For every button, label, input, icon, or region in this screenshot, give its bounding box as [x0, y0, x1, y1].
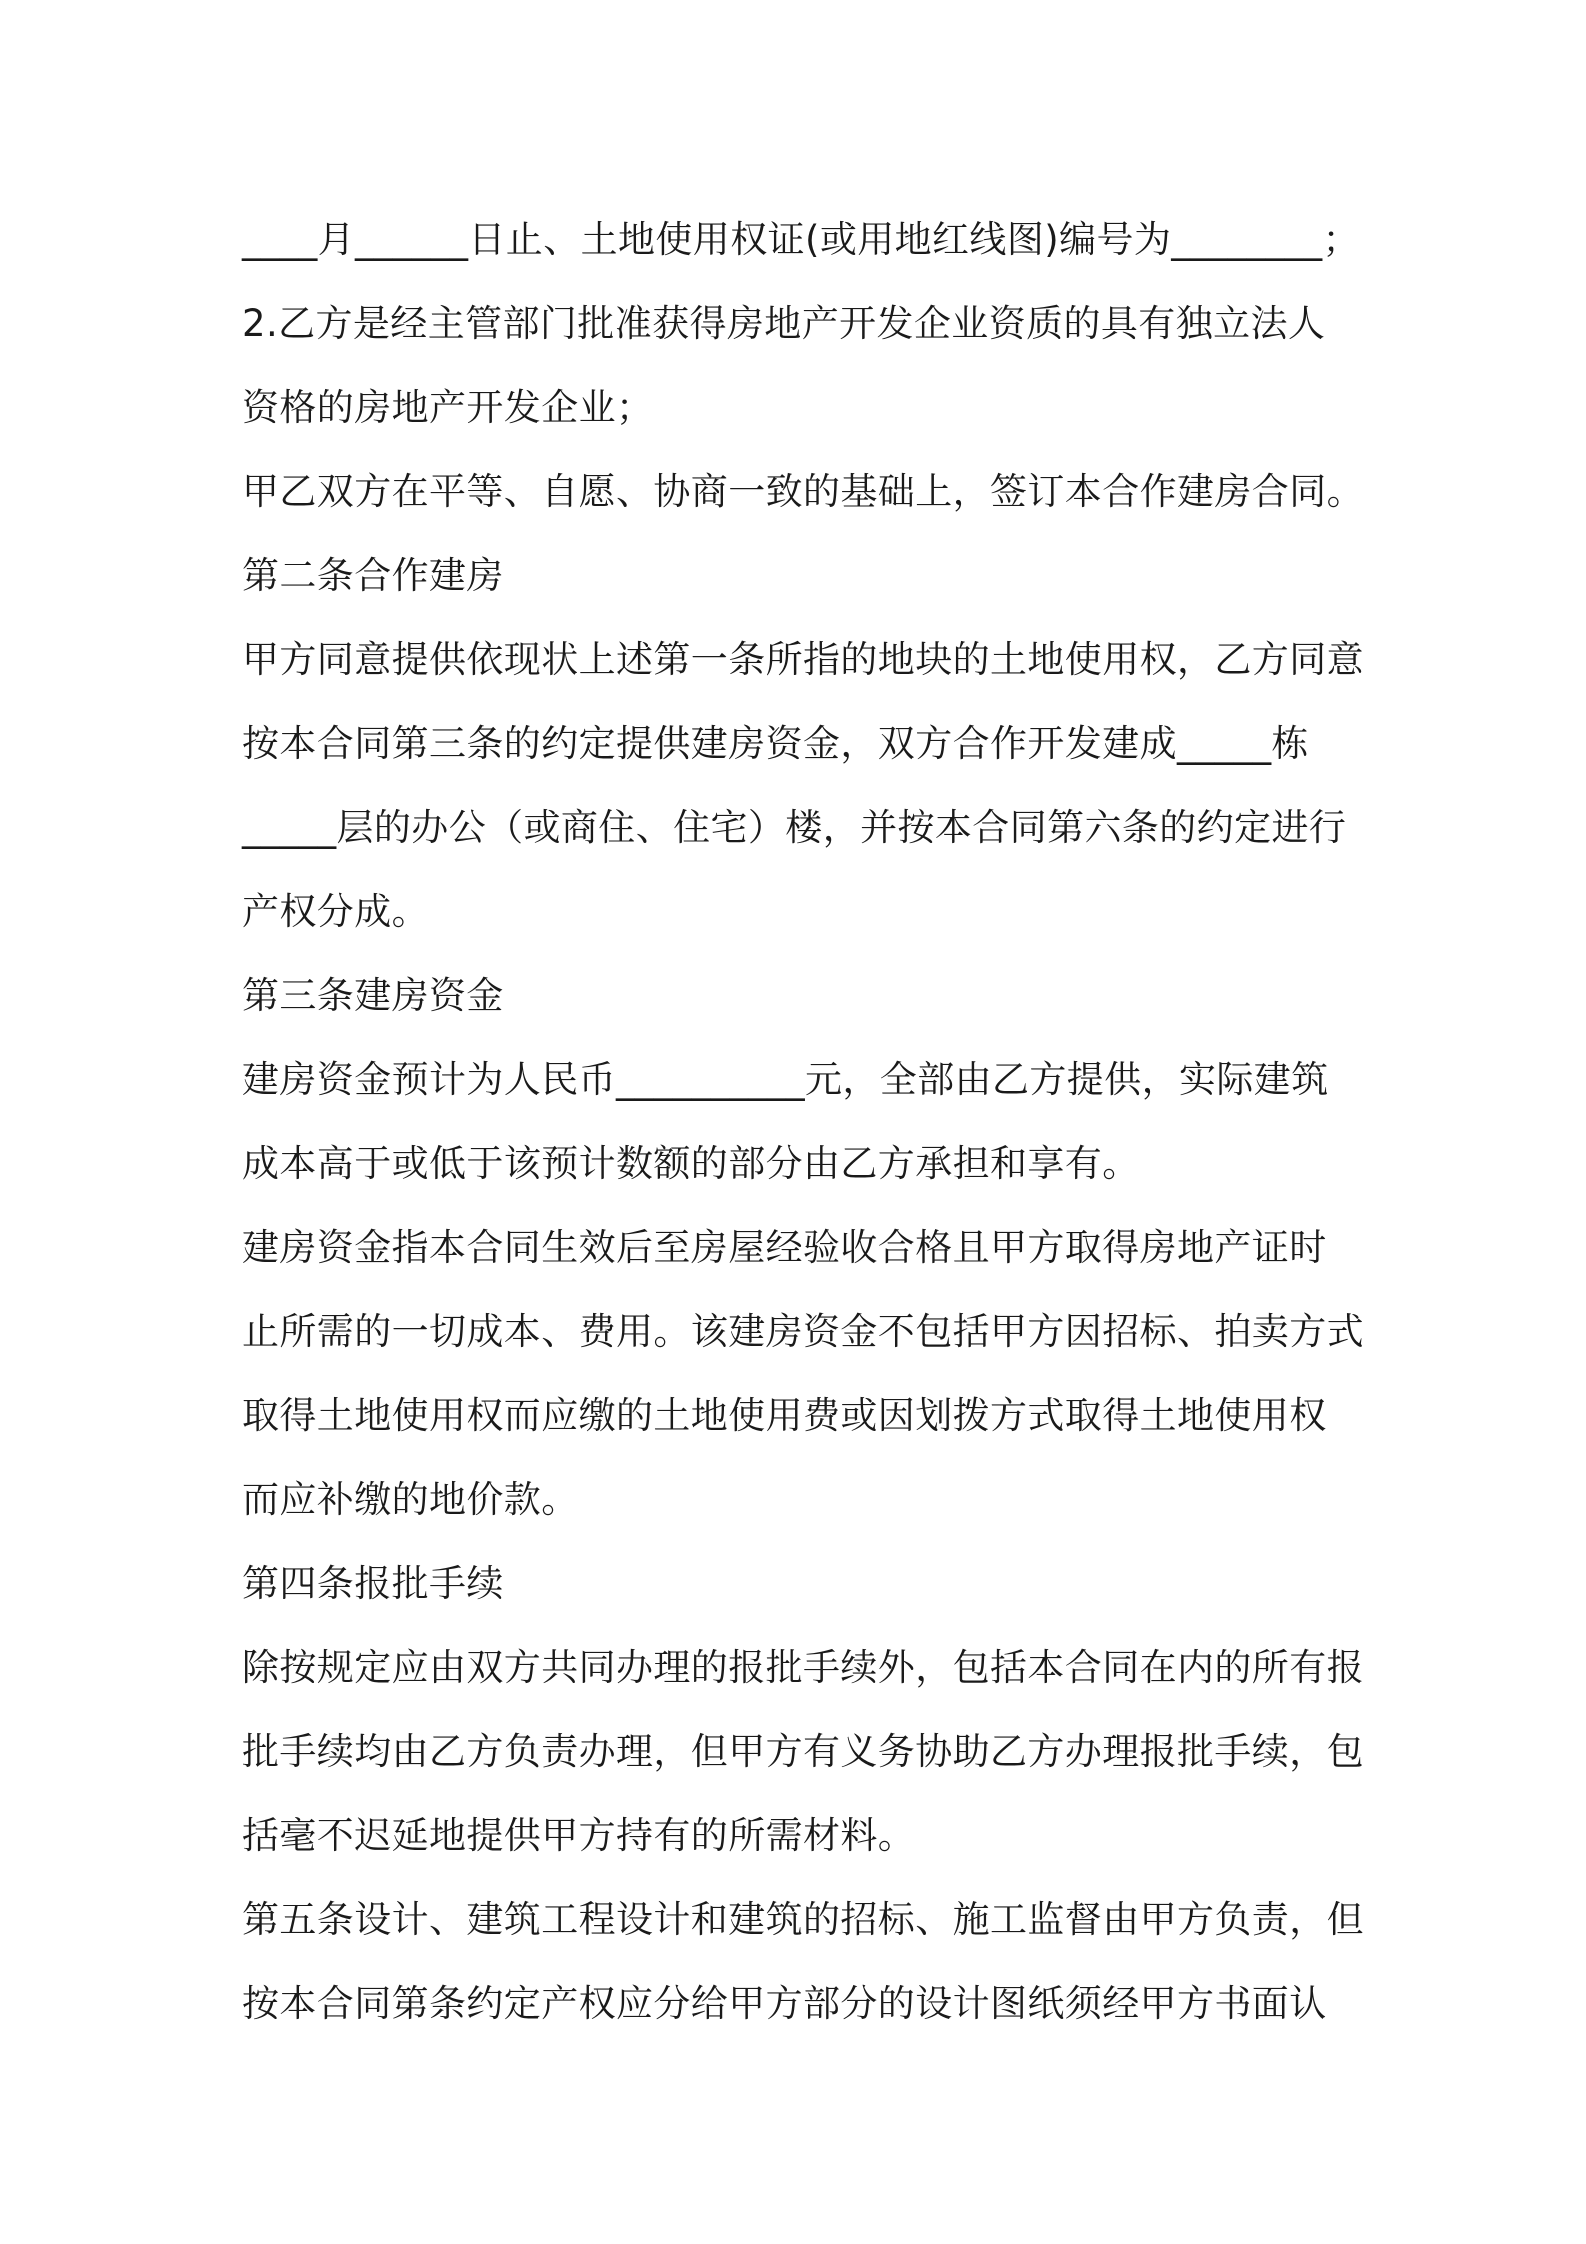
text-line-14: 止所需的一切成本、费用。该建房资金不包括甲方因招标、拍卖方式 — [242, 1310, 1364, 1353]
text-line-2: 2.乙方是经主管部门批准获得房地产开发企业资质的具有独立法人 — [242, 302, 1326, 345]
text-line-11: 建房资金预计为人民币__________元，全部由乙方提供，实际建筑 — [242, 1058, 1329, 1101]
text-line-22: 按本合同第条约定产权应分给甲方部分的设计图纸须经甲方书面认 — [242, 1982, 1327, 2025]
section-heading-2: 第二条合作建房 — [242, 554, 504, 597]
text-line-19: 批手续均由乙方负责办理，但甲方有义务协助乙方办理报批手续，包 — [242, 1730, 1364, 1773]
contract-text — [242, 198, 1362, 2046]
section-heading-4: 第四条报批手续 — [242, 1562, 504, 1605]
text-line-1: ____月______日止、土地使用权证(或用地红线图)编号为________； — [242, 218, 1360, 261]
text-line-12: 成本高于或低于该预计数额的部分由乙方承担和享有。 — [242, 1142, 1140, 1185]
text-line-9: 产权分成。 — [242, 890, 429, 933]
section-heading-3: 第三条建房资金 — [242, 974, 504, 1017]
text-line-15: 取得土地使用权而应缴的土地使用费或因划拨方式取得土地使用权 — [242, 1394, 1327, 1437]
text-line-8: _____层的办公（或商住、住宅）楼，并按本合同第六条的约定进行 — [242, 806, 1347, 849]
text-line-6: 甲方同意提供依现状上述第一条所指的地块的土地使用权，乙方同意 — [242, 638, 1364, 681]
text-line-16: 而应补缴的地价款。 — [242, 1478, 579, 1521]
text-line-4: 甲乙双方在平等、自愿、协商一致的基础上，签订本合作建房合同。 — [242, 470, 1364, 513]
text-line-13: 建房资金指本合同生效后至房屋经验收合格且甲方取得房地产证时 — [242, 1226, 1327, 1269]
text-line-20: 括毫不迟延地提供甲方持有的所需材料。 — [242, 1814, 916, 1857]
text-line-3: 资格的房地产开发企业； — [242, 386, 654, 429]
section-heading-5: 第五条设计、建筑工程设计和建筑的招标、施工监督由甲方负责，但 — [242, 1898, 1364, 1941]
text-line-18: 除按规定应由双方共同办理的报批手续外，包括本合同在内的所有报 — [242, 1646, 1364, 1689]
text-line-7: 按本合同第三条的约定提供建房资金，双方合作开发建成_____栋 — [242, 722, 1309, 765]
